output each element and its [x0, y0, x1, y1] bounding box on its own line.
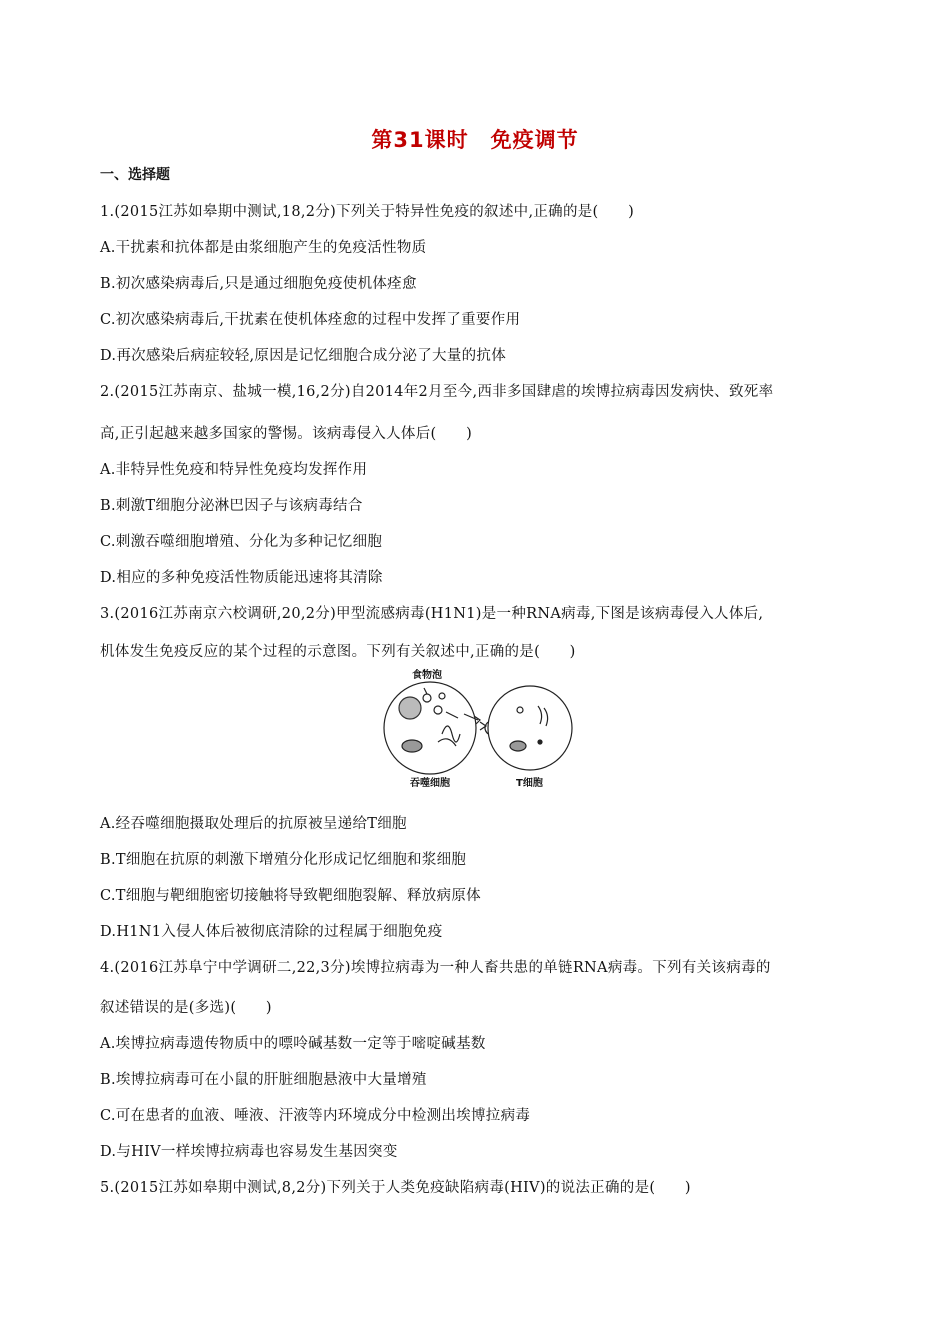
question-1-option-d: D.再次感染后病症较轻,原因是记忆细胞合成分泌了大量的抗体	[100, 348, 507, 364]
figure-label-vesicle: 食物泡	[412, 670, 442, 681]
question-4-option-b: B.埃博拉病毒可在小鼠的肝脏细胞悬液中大量增殖	[100, 1072, 427, 1088]
question-5-stem: 5.(2015江苏如皋期中测试,8,2分)下列关于人类免疫缺陷病毒(HIV)的说法正确的是( )	[100, 1180, 691, 1196]
page-title: 第31课时 免疫调节	[371, 128, 579, 152]
question-4-option-d: D.与HIV一样埃博拉病毒也容易发生基因突变	[100, 1144, 398, 1160]
question-3-option-d: D.H1N1入侵人体后被彻底清除的过程属于细胞免疫	[100, 924, 443, 940]
question-3-option-c: C.T细胞与靶细胞密切接触将导致靶细胞裂解、释放病原体	[100, 888, 481, 904]
question-2-stem-line-2: 高,正引起越来越多国家的警惕。该病毒侵入人体后( )	[100, 426, 473, 442]
question-2-option-c: C.刺激吞噬细胞增殖、分化为多种记忆细胞	[100, 534, 383, 550]
question-4-stem-line-2: 叙述错误的是(多选)( )	[100, 1000, 272, 1016]
question-2-option-d: D.相应的多种免疫活性物质能迅速将其清除	[100, 570, 383, 586]
figure-label-tcell: T细胞	[516, 778, 543, 789]
question-1-option-c: C.初次感染病毒后,干扰素在使机体痊愈的过程中发挥了重要作用	[100, 312, 521, 328]
section-heading: 一、选择题	[100, 167, 170, 183]
question-1-option-a: A.干扰素和抗体都是由浆细胞产生的免疫活性物质	[100, 240, 427, 256]
question-3-option-b: B.T细胞在抗原的刺激下增殖分化形成记忆细胞和浆细胞	[100, 852, 467, 868]
question-3-stem-line-2: 机体发生免疫反应的某个过程的示意图。下列有关叙述中,正确的是( )	[100, 644, 576, 660]
question-2-option-b: B.刺激T细胞分泌淋巴因子与该病毒结合	[100, 498, 363, 514]
question-2-stem-line-1: 2.(2015江苏南京、盐城一模,16,2分)自2014年2月至今,西非多国肆虐的埃博拉病毒因发病快、致死率	[100, 384, 774, 400]
question-3-stem-line-1: 3.(2016江苏南京六校调研,20,2分)甲型流感病毒(H1N1)是一种RNA病毒,下图是该病毒侵入人体后,	[100, 606, 764, 622]
question-4-option-a: A.埃博拉病毒遗传物质中的嘌呤碱基数一定等于嘧啶碱基数	[100, 1036, 486, 1052]
tcell	[480, 686, 572, 770]
question-2-option-a: A.非特异性免疫和特异性免疫均发挥作用	[100, 462, 368, 478]
question-1-option-b: B.初次感染病毒后,只是通过细胞免疫使机体痊愈	[100, 276, 417, 292]
figure-label-phagocyte: 吞噬细胞	[410, 778, 450, 789]
question-4-option-c: C.可在患者的血液、唾液、汗液等内环境成分中检测出埃博拉病毒	[100, 1108, 531, 1124]
question-4-stem-line-1: 4.(2016江苏阜宁中学调研二,22,3分)埃博拉病毒为一种人畜共患的单链RNA病毒。下列有关该病毒的	[100, 960, 771, 976]
immune-process-figure	[380, 668, 580, 790]
question-1-stem: 1.(2015江苏如皋期中测试,18,2分)下列关于特异性免疫的叙述中,正确的是( )	[100, 204, 635, 220]
phagocyte-cell	[384, 682, 480, 774]
question-3-option-a: A.经吞噬细胞摄取处理后的抗原被呈递给T细胞	[100, 816, 407, 832]
